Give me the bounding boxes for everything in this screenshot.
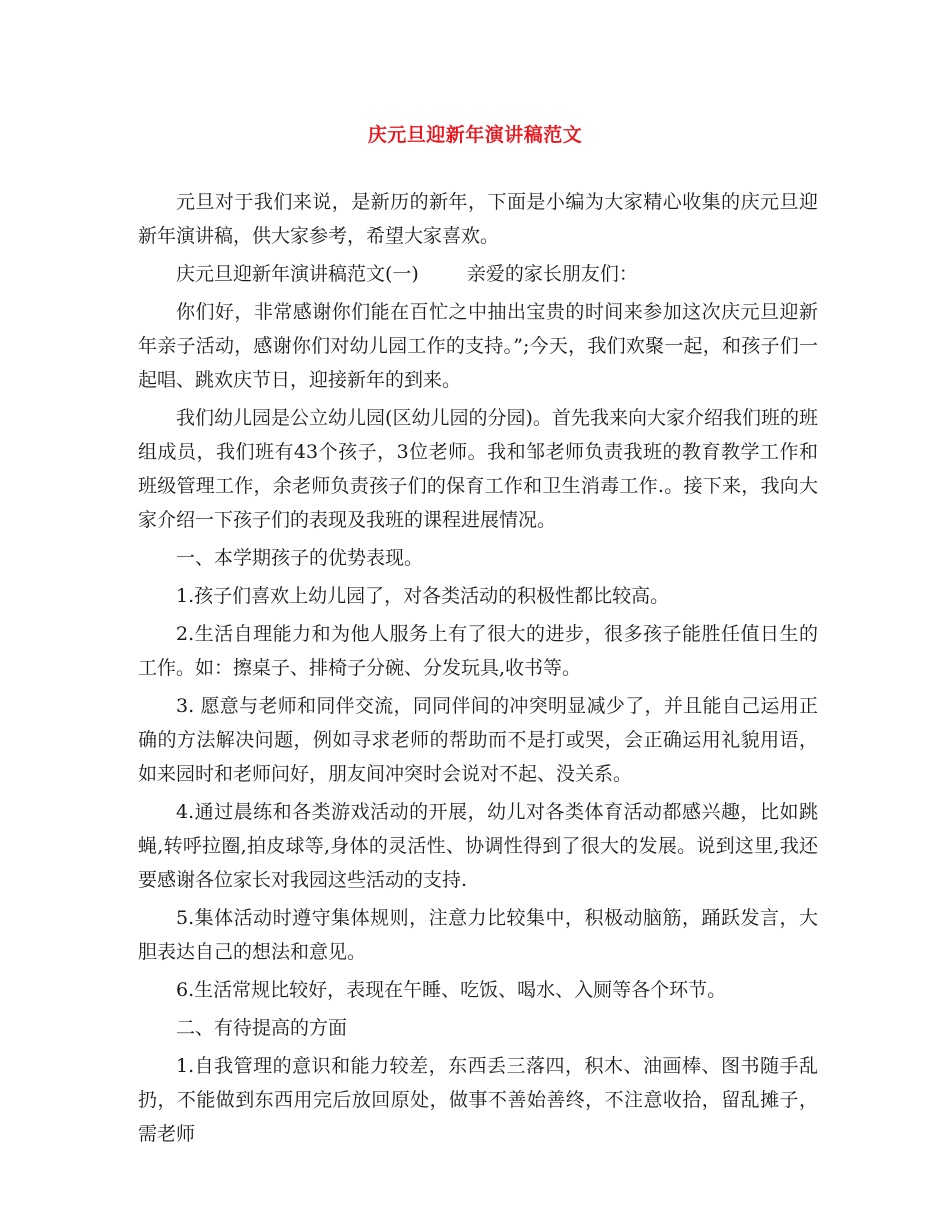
list-item-strength-1: 1.孩子们喜欢上幼儿园了，对各类活动的积极性都比较高。 [176,585,670,607]
document-body [138,185,818,1155]
paragraph-greeting: 你们好，非常感谢你们能在百忙之中抽出宝贵的时间来参加这次庆元旦迎新年亲子活动，感谢你们对幼儿园工作的支持。”;今天，我们欢聚一起，和孩子们一起唱、跳欢庆节日，迎接新年的到来。 [138,301,818,391]
paragraph-heading-line [138,257,818,291]
list-item-strength-6: 6.生活常规比较好，表现在午睡、吃饭、喝水、入厕等各个环节。 [176,979,727,1001]
list-item-strength-2: 2.生活自理能力和为他人服务上有了很大的进步，很多孩子能胜任值日生的工作。如：擦桌子、排椅子分碗、分发玩具,收书等。 [138,623,818,679]
paragraph-intro: 元旦对于我们来说，是新历的新年，下面是小编为大家精心收集的庆元旦迎新年演讲稿，供大家参考，希望大家喜欢。 [138,191,818,247]
list-item-improvement-1: 1.自我管理的意识和能力较差，东西丢三落四，积木、油画棒、图书随手乱扔，不能做到东西用完后放回原处，做事不善始善终，不注意收拾，留乱摊子，需老师 [138,1055,818,1145]
list-item-strength-3: 3. 愿意与老师和同伴交流，同同伴间的冲突明显减少了，并且能自己运用正确的方法解决问题，例如寻求老师的帮助而不是打或哭，会正确运用礼貌用语，如来园时和老师问好，朋友间冲突时会说对不起、没关系。 [138,695,818,785]
list-item-strength-5: 5.集体活动时遵守集体规则，注意力比较集中，积极动脑筋，踊跃发言，大胆表达自己的想法和意见。 [138,907,818,963]
heading-strengths: 一、本学期孩子的优势表现。 [176,547,424,569]
paragraph-class-intro: 我们幼儿园是公立幼儿园(区幼儿园的分园)。首先我来向大家介绍我们班的班组成员，我们班有43个孩子，3位老师。我和邹老师负责我班的教育教学工作和班级管理工作，余老师负责孩子们的保育工作和卫生消毒工作.。接下来，我向大家介绍一下孩子们的表现及我班的课程进展情况。 [138,407,818,531]
section-heading: 庆元旦迎新年演讲稿范文(一) [176,263,419,285]
salutation: 亲爱的家长朋友们： [466,263,638,285]
list-item-strength-4: 4.通过晨练和各类游戏活动的开展，幼儿对各类体育活动都感兴趣，比如跳蝇,转呼拉圈,拍皮球等,身体的灵活性、协调性得到了很大的发展。说到这里,我还要感谢各位家长对我园这些活动的支持. [138,801,818,891]
heading-improvements: 二、有待提高的方面 [176,1017,348,1039]
document-title: 庆元旦迎新年演讲稿范文 [367,124,583,146]
